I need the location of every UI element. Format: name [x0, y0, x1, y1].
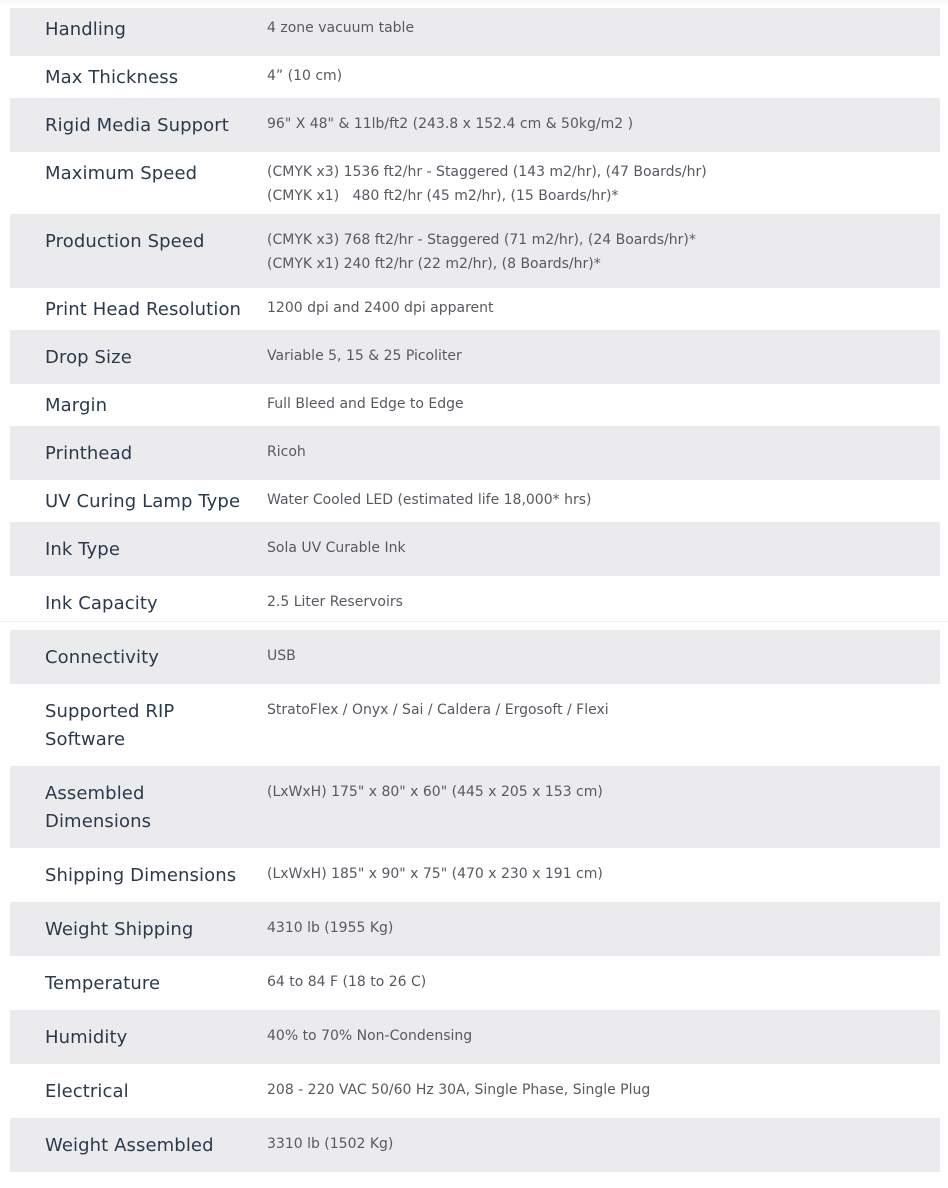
- spec-label: Shipping Dimensions: [45, 865, 237, 886]
- spec-value: (CMYK x3) 1536 ft2/hr - Staggered (143 m2/hr), (47 Boards/hr) (CMYK x1) 480 ft2/hr (45 m2/hr), (15 Boards/hr)*: [267, 164, 707, 204]
- spec-row-ink-type: [10, 522, 940, 576]
- spec-label: Humidity: [45, 1027, 128, 1048]
- spec-row-maximum-speed: [10, 152, 940, 214]
- spec-value: 4310 lb (1955 Kg): [267, 920, 394, 936]
- spec-row-temperature: [10, 956, 940, 1010]
- section-divider: [0, 621, 948, 622]
- spec-row-handling: [10, 8, 940, 56]
- spec-label: Connectivity: [45, 647, 159, 668]
- spec-value: (CMYK x3) 768 ft2/hr - Staggered (71 m2/hr), (24 Boards/hr)* (CMYK x1) 240 ft2/hr (22 m2/hr), (8 Boards/hr)*: [267, 232, 696, 272]
- spec-value: Water Cooled LED (estimated life 18,000* hrs): [267, 492, 592, 508]
- spec-row-printhead: [10, 426, 940, 480]
- spec-label: Supported RIP Software: [45, 701, 175, 750]
- spec-value: StratoFlex / Onyx / Sai / Caldera / Ergosoft / Flexi: [267, 702, 609, 718]
- spec-value: 40% to 70% Non-Condensing: [267, 1028, 473, 1044]
- spec-label: Assembled Dimensions: [45, 783, 152, 832]
- spec-value: Ricoh: [267, 444, 306, 460]
- spec-label: Drop Size: [45, 347, 132, 368]
- spec-row-shipping-dimensions: [10, 848, 940, 902]
- spec-label: Ink Type: [45, 539, 121, 560]
- spec-label: Maximum Speed: [45, 163, 198, 184]
- spec-value: 64 to 84 F (18 to 26 C): [267, 974, 427, 990]
- spec-label: Rigid Media Support: [45, 115, 229, 136]
- spec-row-assembled-dimensions: [10, 766, 940, 848]
- spec-row-uv-curing-lamp-type: [10, 480, 940, 522]
- spec-value: Sola UV Curable Ink: [267, 540, 406, 556]
- spec-label: Temperature: [45, 973, 161, 994]
- spec-row-print-head-resolution: [10, 288, 940, 330]
- spec-row-margin: [10, 384, 940, 426]
- spec-label: Max Thickness: [45, 67, 179, 88]
- spec-value: 4 zone vacuum table: [267, 20, 415, 36]
- spec-label: UV Curing Lamp Type: [45, 491, 241, 512]
- spec-value: 96" X 48" & 11lb/ft2 (243.8 x 152.4 cm & 50kg/m2 ): [267, 116, 634, 132]
- spec-label: Ink Capacity: [45, 593, 158, 614]
- spec-label: Electrical: [45, 1081, 129, 1102]
- spec-value: 208 - 220 VAC 50/60 Hz 30A, Single Phase, Single Plug: [267, 1082, 651, 1098]
- spec-value: (LxWxH) 185" x 90" x 75" (470 x 230 x 191 cm): [267, 866, 603, 882]
- spec-label: Weight Shipping: [45, 919, 194, 940]
- spec-value: 1200 dpi and 2400 dpi apparent: [267, 300, 494, 316]
- spec-label: Margin: [45, 395, 108, 416]
- spec-row-weight-assembled: [10, 1118, 940, 1172]
- spec-row-rigid-media-support: [10, 98, 940, 152]
- spec-value: Variable 5, 15 & 25 Picoliter: [267, 348, 462, 364]
- spec-row-supported-rip-software: [10, 684, 940, 766]
- spec-label: Print Head Resolution: [45, 299, 242, 320]
- spec-row-drop-size: [10, 330, 940, 384]
- spec-row-production-speed: [10, 214, 940, 288]
- spec-value: 2.5 Liter Reservoirs: [267, 594, 403, 610]
- spec-value: Full Bleed and Edge to Edge: [267, 396, 464, 412]
- spec-label: Production Speed: [45, 231, 205, 252]
- spec-row-max-thickness: [10, 56, 940, 98]
- spec-row-electrical: [10, 1064, 940, 1118]
- spec-row-weight-shipping: [10, 902, 940, 956]
- spec-label: Handling: [45, 19, 127, 40]
- spec-label: Weight Assembled: [45, 1135, 214, 1156]
- spec-value: (LxWxH) 175" x 80" x 60" (445 x 205 x 153 cm): [267, 784, 603, 800]
- spec-value: 3310 lb (1502 Kg): [267, 1136, 394, 1152]
- spec-row-humidity: [10, 1010, 940, 1064]
- spec-label: Printhead: [45, 443, 133, 464]
- spec-value: 4” (10 cm): [267, 68, 343, 84]
- spec-value: USB: [267, 648, 296, 664]
- spec-row-connectivity: [10, 630, 940, 684]
